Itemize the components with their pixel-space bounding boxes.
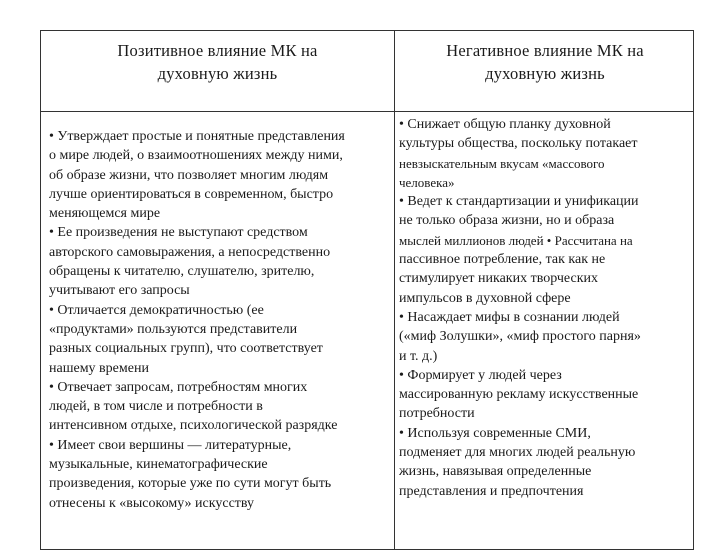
text-line: «продуктами» пользуются представители xyxy=(49,321,298,337)
text-line: потребности xyxy=(399,406,475,422)
text-line: культуры общества, поскольку потакает xyxy=(399,136,638,152)
text-line: пассивное потребление, так как не xyxy=(399,252,606,268)
text-line: учитывают его запросы xyxy=(49,283,190,299)
header-negative-line: Негативное влияние МК на xyxy=(446,41,644,60)
text-line: подменяет для многих людей реальную xyxy=(399,445,636,461)
negative-column xyxy=(399,115,693,501)
header-negative xyxy=(395,39,695,85)
text-line: о мире людей, о взаимоотношениях между ними, xyxy=(49,148,343,164)
text-line: меняющемся мире xyxy=(49,206,161,222)
comparison-table xyxy=(40,30,694,550)
text-line: • Ведет к стандартизации и унификации xyxy=(399,194,639,210)
text-line: не только образа жизни, но и образа xyxy=(399,213,615,229)
text-line: • Формирует у людей через xyxy=(399,367,562,383)
text-line: авторского самовыражения, а непосредственно xyxy=(49,244,331,260)
text-line: • Насаждает мифы в сознании людей xyxy=(399,309,620,325)
header-positive xyxy=(41,39,394,85)
text-line: импульсов в духовной сфере xyxy=(399,290,571,306)
text-line: представления и предпочтения xyxy=(399,483,584,499)
text-line: • Утверждает простые и понятные представления xyxy=(49,129,345,144)
text-line: человека» xyxy=(399,174,455,190)
text-line: • Ее произведения не выступают средством xyxy=(49,225,308,241)
text-line: обращены к читателю, слушателю, зрителю, xyxy=(49,264,315,280)
text-line: музыкальные, кинематографические xyxy=(49,457,268,473)
text-line: разных социальных групп), что соответствует xyxy=(49,341,323,357)
text-line: отнесены к «высокому» искусству xyxy=(49,495,255,511)
text-line: мыслей миллионов людей • Рассчитана на xyxy=(399,232,633,248)
text-line: («миф Золушки», «миф простого парня» xyxy=(399,329,641,345)
text-line: • Используя современные СМИ, xyxy=(399,425,591,441)
text-line: произведения, которые уже по сути могут быть xyxy=(49,476,332,492)
header-positive-line: духовную жизнь xyxy=(157,64,278,83)
text-line: нашему времени xyxy=(49,360,149,376)
text-line: невзыскательным вкусам «массового xyxy=(399,155,605,171)
column-divider xyxy=(394,31,395,549)
header-positive-line: Позитивное влияние МК на xyxy=(117,41,318,60)
text-line: лучше ориентироваться в современном, быстро xyxy=(49,186,334,202)
text-line: • Имеет свои вершины — литературные, xyxy=(49,437,292,453)
text-line: людей, в том числе и потребности в xyxy=(49,399,263,415)
header-divider xyxy=(41,111,693,112)
text-line: • Отвечает запросам, потребностям многих xyxy=(49,379,308,395)
text-line: массированную рекламу искусственные xyxy=(399,387,639,403)
text-line: жизнь, навязывая определенные xyxy=(399,464,592,480)
text-line: и т. д.) xyxy=(399,348,438,364)
header-negative-line: духовную жизнь xyxy=(485,64,605,83)
text-line: стимулирует никаких творческих xyxy=(399,271,598,287)
text-line: об образе жизни, что позволяет многим людям xyxy=(49,167,329,183)
positive-column xyxy=(49,127,389,513)
text-line: • Отличается демократичностью (ее xyxy=(49,302,264,318)
text-line: интенсивном отдыхе, психологической разрядке xyxy=(49,418,338,434)
text-line: • Снижает общую планку духовной xyxy=(399,117,611,132)
